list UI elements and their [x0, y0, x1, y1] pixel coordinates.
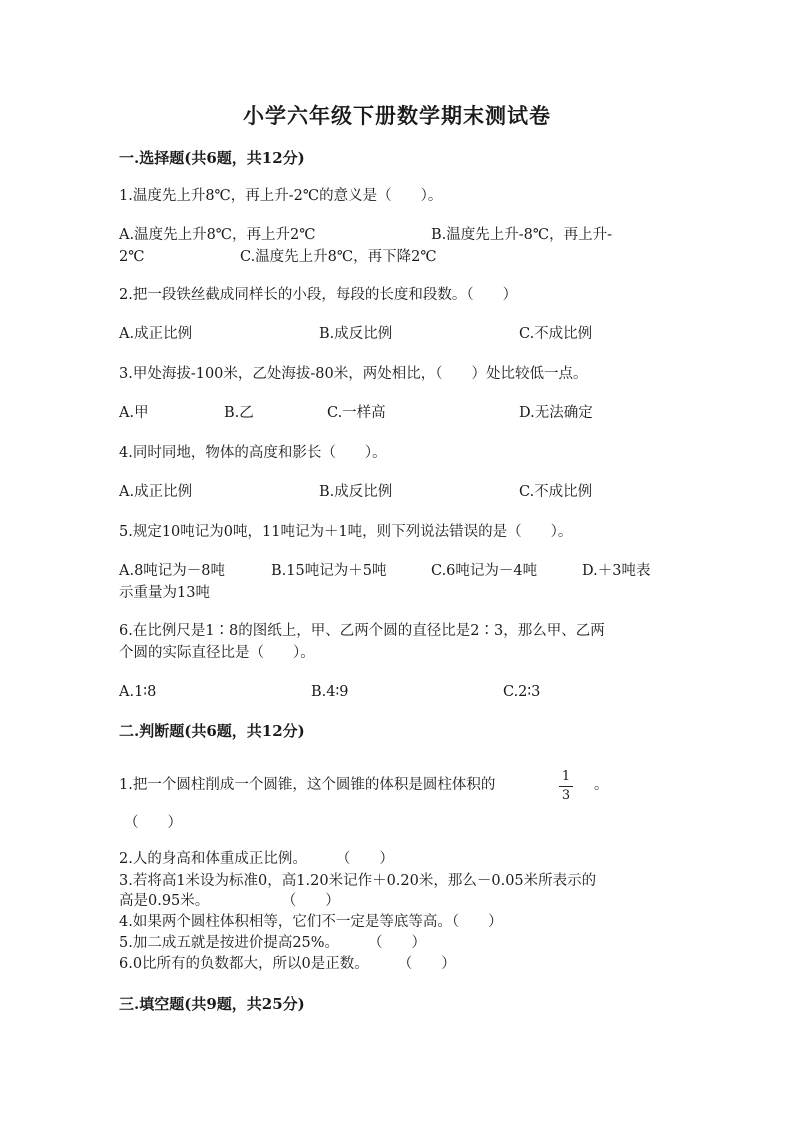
page-title: 小学六年级下册数学期末测试卷 [243, 103, 551, 128]
judge-q3-line2: 高是0.95米。 （ ） [119, 893, 340, 909]
judge-q5: 5.加二成五就是按进价提高25%。 （ ） [119, 935, 427, 951]
choice-q5-option-b: B.15吨记为＋5吨 [271, 563, 387, 579]
choice-q5-option-a: A.8吨记为－8吨 [119, 563, 226, 579]
fraction-denominator: 3 [561, 788, 571, 803]
judge-q3-line1: 3.若将高1米设为标准0，高1.20米记作＋0.20米，那么－0.05米所表示的 [119, 873, 597, 889]
judge-q4: 4.如果两个圆柱体积相等，它们不一定是等底等高。（ ） [119, 914, 503, 930]
choice-q2-option-a: A.成正比例 [119, 326, 193, 342]
choice-q1-option-b-continued: 2℃ [119, 249, 145, 265]
fraction-numerator: 1 [561, 769, 571, 784]
choice-q6-stem-line1: 6.在比例尺是1∶8的图纸上，甲、乙两个圆的直径比是2∶3，那么甲、乙两 [119, 623, 605, 639]
choice-q2-option-c: C.不成比例 [519, 326, 593, 342]
choice-q3-stem: 3.甲处海拔-100米，乙处海拔-80米，两处相比，（ ）处比较低一点。 [119, 366, 588, 382]
choice-q1-stem: 1.温度先上升8℃，再上升-2℃的意义是（ ）。 [119, 188, 443, 204]
choice-q4-option-a: A.成正比例 [119, 484, 193, 500]
choice-q6-stem-line2: 个圆的实际直径比是（ ）。 [119, 645, 315, 661]
choice-q5-option-c: C.6吨记为－4吨 [431, 563, 538, 579]
judge-q1-answer-paren: （ ） [124, 815, 182, 831]
choice-q3-option-d: D.无法确定 [519, 405, 593, 421]
section-header-fill: 三.填空题(共9题，共25分) [119, 995, 305, 1013]
choice-q4-stem: 4.同时同地，物体的高度和影长（ ）。 [119, 445, 387, 461]
choice-q6-option-a: A.1∶8 [119, 684, 157, 700]
choice-q4-option-c: C.不成比例 [519, 484, 593, 500]
fraction-bar [559, 786, 573, 787]
fraction-one-third [559, 770, 573, 803]
choice-q3-option-c: C.一样高 [327, 405, 386, 421]
judge-q1-stem: 1.把一个圆柱削成一个圆锥，这个圆锥的体积是圆柱体积的 [119, 777, 496, 793]
choice-q5-option-d: D.＋3吨表 [582, 563, 651, 579]
choice-q5-stem: 5.规定10吨记为0吨，11吨记为＋1吨，则下列说法错误的是（ ）。 [119, 524, 573, 540]
choice-q6-option-c: C.2∶3 [503, 684, 541, 700]
judge-q2: 2.人的身高和体重成正比例。 （ ） [119, 851, 394, 867]
judge-q6: 6.0比所有的负数都大，所以0是正数。 （ ） [119, 956, 456, 972]
choice-q1-option-b: B.温度先上升-8℃，再上升- [431, 227, 613, 243]
choice-q1-option-a: A.温度先上升8℃，再上升2℃ [119, 227, 316, 243]
section-header-choice: 一.选择题(共6题，共12分) [119, 149, 305, 167]
section-header-judge: 二.判断题(共6题，共12分) [119, 722, 305, 740]
choice-q6-option-b: B.4∶9 [311, 684, 349, 700]
choice-q4-option-b: B.成反比例 [319, 484, 393, 500]
choice-q5-option-d-continued: 示重量为13吨 [119, 585, 210, 601]
choice-q3-option-b: B.乙 [224, 405, 254, 421]
judge-q1-tail: 。 [594, 777, 609, 793]
choice-q1-option-c: C.温度先上升8℃，再下降2℃ [240, 249, 437, 265]
choice-q2-stem: 2.把一段铁丝截成同样长的小段，每段的长度和段数。（ ） [119, 287, 518, 303]
choice-q2-option-b: B.成反比例 [319, 326, 393, 342]
choice-q3-option-a: A.甲 [119, 405, 149, 421]
